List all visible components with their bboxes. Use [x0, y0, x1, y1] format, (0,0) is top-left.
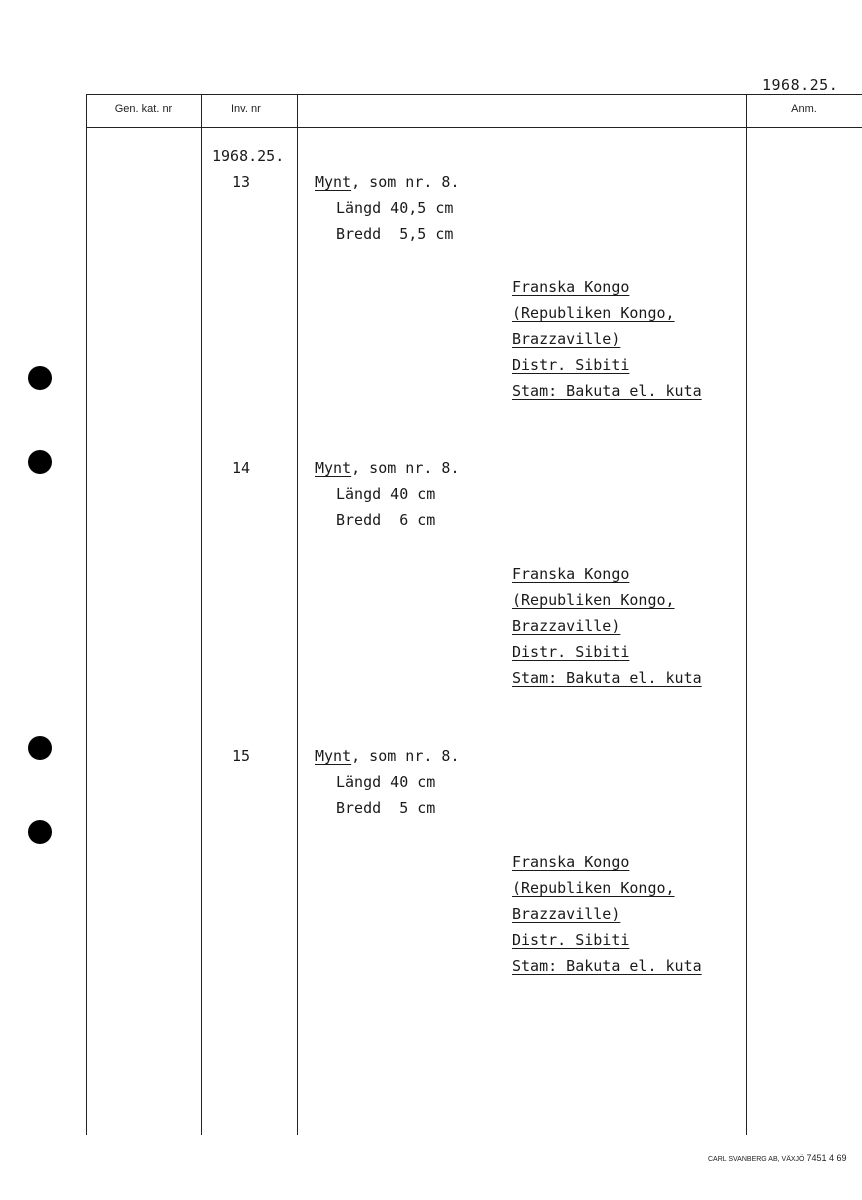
form-number: 7451 4 69: [806, 1153, 847, 1163]
origin-country: Franska Kongo: [512, 278, 630, 296]
inventory-prefix: 1968.25.: [212, 147, 285, 165]
inv-number: 14: [232, 459, 251, 477]
column-header-gen-kat-nr: Gen. kat. nr: [114, 103, 173, 115]
object-reference: , som nr. 8.: [351, 173, 460, 191]
object-reference: , som nr. 8.: [351, 747, 460, 765]
origin-country: Franska Kongo: [512, 565, 630, 583]
inv-number: 13: [232, 173, 251, 191]
column-rule-left: [86, 94, 87, 1135]
length-line: Längd 40 cm: [336, 773, 436, 791]
origin-republic: (Republiken Kongo,: [512, 591, 675, 609]
origin-republic: (Republiken Kongo,: [512, 304, 675, 322]
column-rule-inv-desc: [297, 94, 298, 1135]
printer-name: CARL SVANBERG AB, VÄXJÖ: [708, 1156, 805, 1163]
column-header-anm: Anm.: [791, 103, 817, 115]
origin-republic: (Republiken Kongo,: [512, 879, 675, 897]
inv-number: 15: [232, 747, 251, 765]
printer-imprint: [708, 1153, 846, 1163]
origin-tribe: Stam: Bakuta el. kuta: [512, 669, 702, 687]
column-header-inv-nr: Inv. nr: [231, 103, 261, 115]
width-line: Bredd 6 cm: [336, 511, 436, 529]
origin-country: Franska Kongo: [512, 853, 630, 871]
object-name: Mynt: [315, 747, 352, 765]
width-line: Bredd 5 cm: [336, 799, 436, 817]
punch-hole: [28, 736, 52, 760]
punch-hole: [28, 450, 52, 474]
object-line: [315, 169, 460, 195]
object-name: Mynt: [315, 173, 352, 191]
origin-city: Brazzaville): [512, 330, 621, 348]
origin-district: Distr. Sibiti: [512, 931, 630, 949]
object-line: [315, 743, 460, 769]
width-line: Bredd 5,5 cm: [336, 225, 454, 243]
column-rule-desc-anm: [746, 94, 747, 1135]
origin-city: Brazzaville): [512, 617, 621, 635]
origin-district: Distr. Sibiti: [512, 356, 630, 374]
punch-hole: [28, 366, 52, 390]
object-line: [315, 455, 460, 481]
column-rule-gen-inv: [201, 94, 202, 1135]
object-name: Mynt: [315, 459, 352, 477]
origin-tribe: Stam: Bakuta el. kuta: [512, 382, 702, 400]
length-line: Längd 40,5 cm: [336, 199, 454, 217]
page-number: 1968.25.: [762, 76, 839, 94]
punch-hole: [28, 820, 52, 844]
object-reference: , som nr. 8.: [351, 459, 460, 477]
origin-district: Distr. Sibiti: [512, 643, 630, 661]
origin-tribe: Stam: Bakuta el. kuta: [512, 957, 702, 975]
origin-city: Brazzaville): [512, 905, 621, 923]
length-line: Längd 40 cm: [336, 485, 436, 503]
